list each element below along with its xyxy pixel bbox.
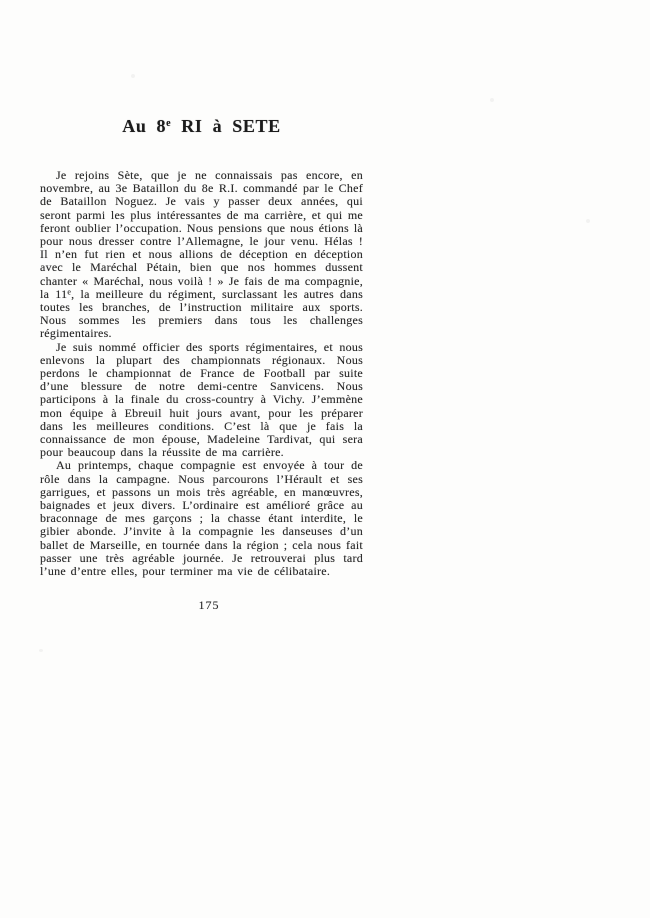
body-text <box>40 169 363 578</box>
paragraph: Au printemps, chaque compagnie est envoyée à tour de rôle dans la campagne. Nous parcourons l’Hérault et ses garrigues, et passons un mois très agréable, en manœuvres, baignades et jeux divers. L’ordinaire est amélioré grâce au braconnage de mes garçons ; la chasse étant interdite, le gibier abonde. J’invite à la compagnie les danseuses d’un ballet de Marseille, en tournée dans la région ; cela nous fait passer une très agréable journée. Je retrouverai plus tard l’une d’entre elles, pour terminer ma vie de célibataire. <box>40 458 363 579</box>
page-number: 175 <box>198 598 220 612</box>
scan-artifact <box>586 219 590 223</box>
title-text-post: RI à SETE <box>171 116 281 136</box>
scan-artifact <box>131 74 135 78</box>
scan-artifact <box>39 649 43 652</box>
inline-superscript: e <box>67 287 72 297</box>
scan-artifact <box>490 98 494 102</box>
title-text-pre: Au 8 <box>122 116 167 136</box>
title-superscript: e <box>166 118 172 129</box>
paragraph: Je suis nommé officier des sports régimentaires, et nous enlevons la plupart des championnats régionaux. Nous perdons le championnat de France de Football par suite d’une blessure de notre demi-centre Sanvicens. Nous participons à la finale du cross-country à Vichy. J’emmène mon équipe à Ebreuil huit jours avant, pour les préparer dans les meilleures conditions. C’est là que je fais la connaissance de mon épouse, Madeleine Tardivat, qui sera pour beaucoup dans la réussite de ma carrière. <box>40 339 363 460</box>
page-title <box>40 115 363 137</box>
paragraph: Je rejoins Sète, que je ne connaissais pas encore, en novembre, au 3e Bataillon du 8e R.I. commandé par le Chef de Bataillon Noguez. Je vais y passer deux années, qui seront parmi les plus intéressantes de ma carrière, et qui me feront oublier l’occupation. Nous pensions que nous étions là pour nous dresser contre l’Allemagne, le jour venu. Hélas ! Il n’en fut rien et nous allions de déception en déception avec le Maréchal Pétain, bien que nos hommes dussent chanter « Maréchal, nous voilà ! » Je fais de ma compagnie, la 11e, la meilleure du régiment, surclassant les autres dans toutes les branches, de l’instruction militaire aux sports. Nous sommes les premiers dans tous les challenges régimentaires. <box>40 168 363 341</box>
text-column <box>40 115 363 578</box>
